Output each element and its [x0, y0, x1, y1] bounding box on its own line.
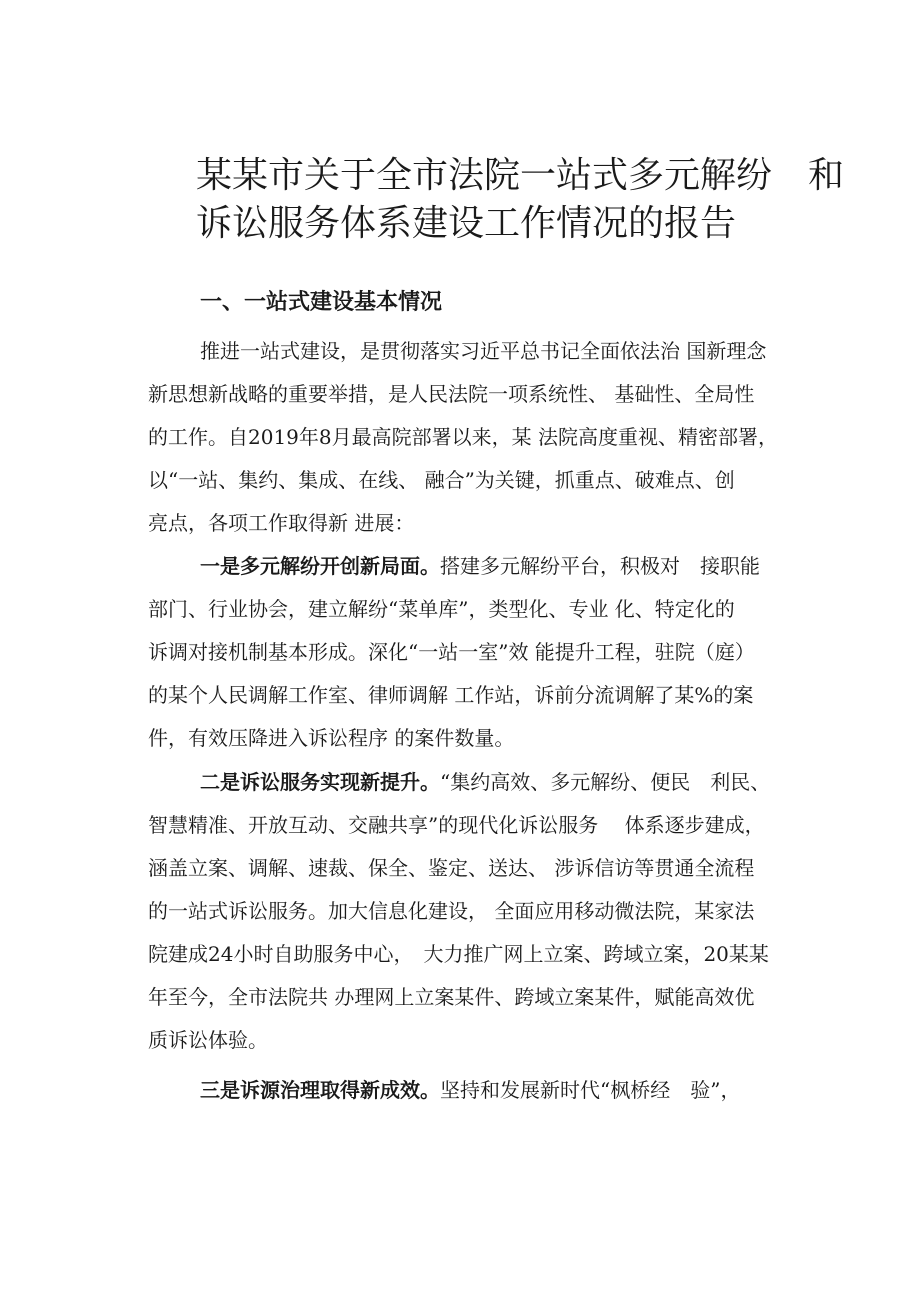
title-line-2: 诉讼服务体系建设工作情况的报告 [196, 203, 737, 244]
paragraph-line: 件，有效压降进入诉讼程序 的案件数量。 [148, 726, 515, 750]
point-3-lead: 三是诉源治理取得新成效。 [200, 1078, 440, 1102]
point-3-paragraph [148, 1069, 828, 1112]
point-2-lead: 二是诉讼服务实现新提升。 [200, 770, 440, 794]
paragraph-line: 的工作。自2019年8月最高院部署以来，某 法院高度重视、精密部署， [148, 425, 778, 449]
paragraph-line: 院建成24小时自助服务中心， 大力推广网上立案、跨域立案，20某某 [148, 942, 769, 966]
paragraph-line: 推进一站式建设，是贯彻落实习近平总书记全面依法治 国新理念 [200, 339, 767, 363]
paragraph-line: 新思想新战略的重要举措，是人民法院一项系统性、 基础性、全局性 [148, 382, 755, 406]
point-2-paragraph [148, 761, 828, 1062]
paragraph-line: 亮点，各项工作取得新 进展： [148, 511, 415, 535]
paragraph-line: 诉调对接机制基本形成。深化“一站一室”效 能提升工程，驻院（庭） [148, 640, 755, 664]
paragraph-line: 涵盖立案、调解、速裁、保全、鉴定、送达、 涉诉信访等贯通全流程 [148, 856, 755, 880]
title-line-1: 某某市关于全市法院一站式多元解纷 和 [196, 155, 845, 196]
paragraph-line: 年至今，全市法院共 办理网上立案某件、跨域立案某件，赋能高效优 [148, 985, 755, 1009]
paragraph-line: 质诉讼体验。 [148, 1028, 268, 1052]
paragraph-line: 部门、行业协会，建立解纷“菜单库”，类型化、专业 化、特定化的 [148, 597, 735, 621]
intro-paragraph [148, 330, 828, 545]
document-title [196, 152, 845, 248]
paragraph-line: 的某个人民调解工作室、律师调解 工作站，诉前分流调解了某%的案 [148, 683, 754, 707]
paragraph-line: 以“一站、集约、集成、在线、 融合”为关键，抓重点、破难点、创 [148, 468, 735, 492]
point-2-first-text: “集约高效、多元解纷、便民 利民、 [440, 770, 771, 794]
section-heading: 一、一站式建设基本情况 [200, 290, 443, 315]
point-1-first-text: 搭建多元解纷平台，积极对 接职能 [440, 554, 760, 578]
point-1-paragraph [148, 545, 828, 760]
point-1-lead: 一是多元解纷开创新局面。 [200, 554, 440, 578]
paragraph-line [148, 761, 828, 804]
paragraph-line: 智慧精准、开放互动、交融共享”的现代化诉讼服务 体系逐步建成， [148, 813, 765, 837]
paragraph-line: 的一站式诉讼服务。加大信息化建设， 全面应用移动微法院，某家法 [148, 899, 755, 923]
paragraph-line [148, 545, 828, 588]
paragraph-line [148, 1069, 828, 1112]
point-3-first-text: 坚持和发展新时代“枫桥经 验”， [440, 1078, 741, 1102]
